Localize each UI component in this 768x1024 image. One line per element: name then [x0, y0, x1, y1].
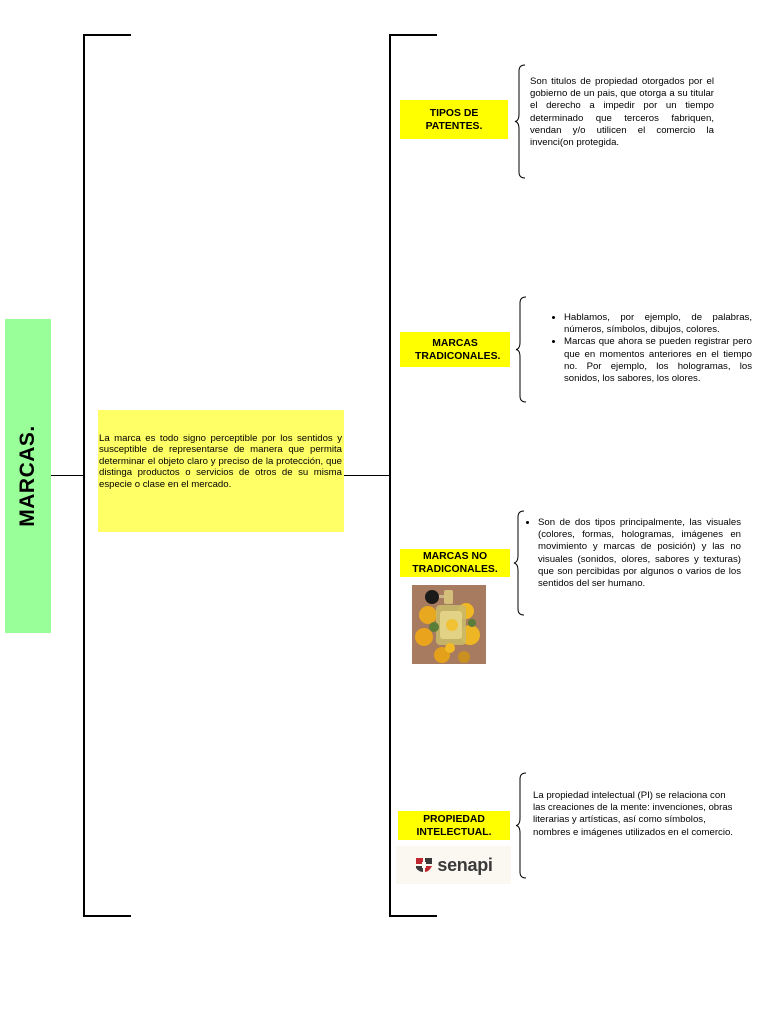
- title-connector: [51, 475, 84, 476]
- brace-icon: [515, 772, 527, 879]
- list-item: • Hablamos, por ejemplo, de palabras, números, símbolos, dibujos, colores.: [564, 312, 752, 336]
- senapi-logo: [396, 846, 511, 884]
- brace-icon: [513, 510, 525, 616]
- main-title-box: [5, 319, 51, 633]
- left-bracket-spine: [83, 34, 85, 917]
- list-item: • Marcas que ahora se pueden registrar pero que en momentos anteriores en el tiempo no. Por ejemplo, los hologramas, los sonidos, los sabores, los olores.: [564, 336, 752, 385]
- label-marcas-no-tradicionales: MARCAS NO TRADICONALES.: [400, 549, 510, 577]
- brace-icon: [514, 64, 526, 179]
- senapi-logo-text: senapi: [437, 854, 493, 875]
- label-marcas-tradicionales: MARCAS TRADICONALES.: [400, 332, 510, 367]
- tradicionales-description: [552, 312, 752, 385]
- main-title: MARCAS.: [16, 425, 39, 527]
- list-item: • Son de dos tipos principalmente, las visuales (colores, formas, hologramas, imágenes en movimiento y marcas de posición) y las no visuales (sonidos, olores, sabores y texturas) que son percibidas por algunos o varios de los sentidos del ser humano.: [538, 517, 741, 590]
- left-bracket-bottom: [83, 915, 131, 917]
- senapi-emblem-icon: [414, 855, 434, 875]
- right-bracket-top: [389, 34, 437, 36]
- right-bracket-bottom: [389, 915, 437, 917]
- patentes-description: Son titulos de propiedad otorgados por el gobierno de un pais, que otorga a su titular el derecho a impedir por un tiempo determinado que terceros fabriquen, vendan y/o utilicen el comercio la invenci(on protegida.: [530, 76, 714, 149]
- definition-text: La marca es todo signo perceptible por los sentidos y susceptible de representarse de manera que permita determinar el objeto claro y preciso de la protección, que distinga productos o servicios de otros de su misma especie o clase en el mercado.: [98, 410, 344, 532]
- definition-connector: [344, 475, 390, 476]
- no-tradicionales-description: [526, 517, 741, 590]
- label-tipos-de-patentes: TIPOS DE PATENTES.: [400, 100, 508, 139]
- label-propiedad-intelectual: PROPIEDAD INTELECTUAL.: [398, 811, 510, 840]
- perfume-image: [412, 585, 486, 664]
- left-bracket-top: [83, 34, 131, 36]
- right-bracket-spine: [389, 34, 391, 917]
- brace-icon: [515, 296, 527, 403]
- propiedad-description: La propiedad intelectual (PI) se relaciona con las creaciones de la mente: invenciones, obras literarias y artísticas, así como símbolos, nombres e imágenes utilizados en el comercio.: [533, 790, 733, 838]
